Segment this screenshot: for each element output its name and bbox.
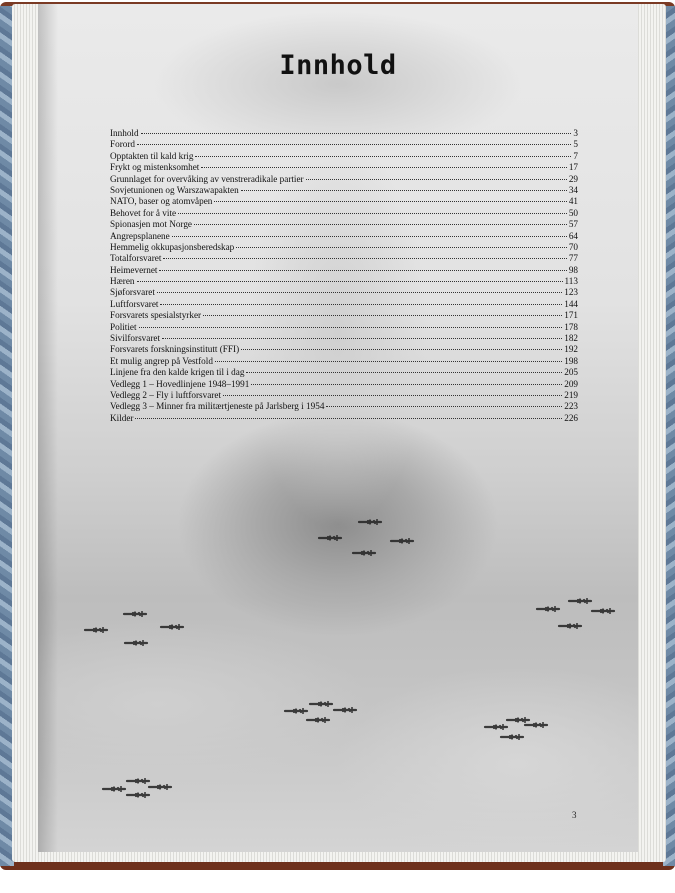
- toc-entry-label: Hemmelig okkupasjonsberedskap: [110, 241, 235, 252]
- toc-entry-label: Grunnlaget for overvåking av venstreradikale partier: [110, 173, 304, 184]
- toc-entry-label: Linjene fra den kalde krigen til i dag: [110, 367, 245, 378]
- toc-entry[interactable]: [110, 185, 578, 196]
- toc-entry[interactable]: [110, 333, 578, 344]
- toc-leader-dots: [172, 236, 567, 237]
- toc-entry[interactable]: [110, 379, 578, 390]
- toc-entry-label: Behovet for å vite: [110, 207, 177, 218]
- toc-entry-label: Sjøforsvaret: [110, 287, 155, 298]
- toc-entry-page: 171: [564, 310, 578, 321]
- toc-entry-page: 3: [573, 128, 578, 138]
- toc-entry-page: 41: [568, 196, 578, 207]
- page-title: Innhold: [279, 50, 397, 81]
- toc-entry-label: Forsvarets spesialstyrker: [110, 310, 202, 321]
- toc-entry[interactable]: [110, 265, 578, 276]
- toc-entry-page: 223: [564, 401, 578, 412]
- toc-entry[interactable]: [110, 356, 578, 367]
- toc-leader-dots: [141, 133, 572, 134]
- toc-entry-page: 98: [568, 264, 578, 275]
- page-number: 3: [572, 810, 577, 820]
- toc-leader-dots: [157, 292, 562, 293]
- toc-entry-label: Forsvarets forskningsinstitutt (FFI): [110, 344, 240, 355]
- toc-entry-page: 219: [564, 389, 578, 400]
- toc-entry[interactable]: [110, 276, 578, 287]
- toc-entry[interactable]: [110, 242, 578, 253]
- toc-leader-dots: [246, 372, 562, 373]
- toc-entry[interactable]: [110, 253, 578, 264]
- toc-entry-page: 123: [564, 287, 578, 298]
- toc-leader-dots: [137, 281, 563, 282]
- toc-entry-page: 198: [564, 355, 578, 366]
- toc-entry[interactable]: [110, 310, 578, 321]
- toc-entry-label: Opptakten til kald krig: [110, 150, 194, 161]
- toc-leader-dots: [195, 156, 571, 157]
- toc-entry-label: Luftforsvaret: [110, 298, 159, 309]
- toc-leader-dots: [326, 406, 562, 407]
- toc-entry[interactable]: [110, 413, 578, 424]
- toc-entry-page: 29: [568, 173, 578, 184]
- toc-entry-label: Angrepsplanene: [110, 230, 170, 241]
- toc-leader-dots: [306, 179, 567, 180]
- toc-entry[interactable]: [110, 367, 578, 378]
- toc-entry-page: 50: [568, 207, 578, 218]
- toc-entry-label: Et mulig angrep på Vestfold: [110, 355, 213, 366]
- toc-entry-label: Vedlegg 2 – Fly i luftforsvaret: [110, 389, 221, 400]
- toc-entry-page: 209: [564, 378, 578, 389]
- toc-entry-page: 7: [573, 150, 578, 161]
- toc-leader-dots: [236, 247, 567, 248]
- toc-entry-label: Kilder: [110, 412, 134, 423]
- book-page: [38, 4, 638, 852]
- toc-leader-dots: [160, 304, 562, 305]
- toc-entry-page: 226: [564, 412, 578, 423]
- toc-leader-dots: [223, 395, 562, 396]
- toc-entry-page: 77: [568, 253, 578, 264]
- toc-entry-page: 182: [564, 333, 578, 344]
- toc-leader-dots: [178, 213, 567, 214]
- toc-leader-dots: [203, 315, 562, 316]
- toc-entry[interactable]: [110, 299, 578, 310]
- toc-entry[interactable]: [110, 401, 578, 412]
- toc-entry[interactable]: [110, 174, 578, 185]
- toc-entry[interactable]: [110, 390, 578, 401]
- toc-entry-label: Innhold: [110, 128, 139, 138]
- toc-entry-page: 17: [568, 162, 578, 173]
- toc-leader-dots: [241, 349, 562, 350]
- toc-entry[interactable]: [110, 139, 578, 150]
- toc-leader-dots: [135, 418, 562, 419]
- toc-entry[interactable]: [110, 151, 578, 162]
- toc-entry-page: 144: [564, 298, 578, 309]
- toc-entry-label: Forord: [110, 139, 136, 150]
- toc-entry-page: 113: [564, 276, 578, 287]
- toc-leader-dots: [137, 144, 571, 145]
- toc-entry[interactable]: [110, 128, 578, 139]
- toc-entry-label: Vedlegg 3 – Minner fra militærtjeneste på Jarlsberg i 1954: [110, 401, 325, 412]
- toc-entry[interactable]: [110, 231, 578, 242]
- toc-entry-page: 178: [564, 321, 578, 332]
- toc-entry-label: Sovjetunionen og Warszawapakten: [110, 184, 239, 195]
- toc-leader-dots: [214, 201, 566, 202]
- toc-entry-label: Politiet: [110, 321, 137, 332]
- toc-entry-label: NATO, baser og atomvåpen: [110, 196, 213, 207]
- toc-entry-page: 192: [564, 344, 578, 355]
- toc-entry[interactable]: [110, 344, 578, 355]
- toc-entry-label: Frykt og mistenksomhet: [110, 162, 200, 173]
- toc-entry[interactable]: [110, 196, 578, 207]
- toc-leader-dots: [215, 361, 562, 362]
- toc-entry-label: Sivilforsvaret: [110, 333, 161, 344]
- toc-entry-page: 5: [573, 139, 578, 150]
- toc-entry[interactable]: [110, 287, 578, 298]
- toc-leader-dots: [139, 327, 563, 328]
- toc-entry-label: Hæren: [110, 276, 135, 287]
- toc-leader-dots: [201, 167, 566, 168]
- toc-entry-page: 205: [564, 367, 578, 378]
- toc-entry-label: Vedlegg 1 – Hovedlinjene 1948–1991: [110, 378, 250, 389]
- table-of-contents: [110, 128, 578, 424]
- toc-entry-label: Totalforsvaret: [110, 253, 162, 264]
- toc-entry-page: 70: [568, 241, 578, 252]
- toc-entry[interactable]: [110, 322, 578, 333]
- toc-entry[interactable]: [110, 208, 578, 219]
- toc-entry-label: Heimevernet: [110, 264, 158, 275]
- toc-leader-dots: [241, 190, 567, 191]
- toc-leader-dots: [163, 258, 566, 259]
- toc-entry-label: Spionasjen mot Norge: [110, 219, 193, 230]
- toc-entry-page: 64: [568, 230, 578, 241]
- toc-entry-page: 57: [568, 219, 578, 230]
- toc-entry[interactable]: [110, 162, 578, 173]
- toc-leader-dots: [194, 224, 567, 225]
- toc-leader-dots: [159, 270, 566, 271]
- toc-entry[interactable]: [110, 219, 578, 230]
- toc-entry-page: 34: [568, 184, 578, 195]
- toc-leader-dots: [162, 338, 562, 339]
- toc-leader-dots: [251, 384, 562, 385]
